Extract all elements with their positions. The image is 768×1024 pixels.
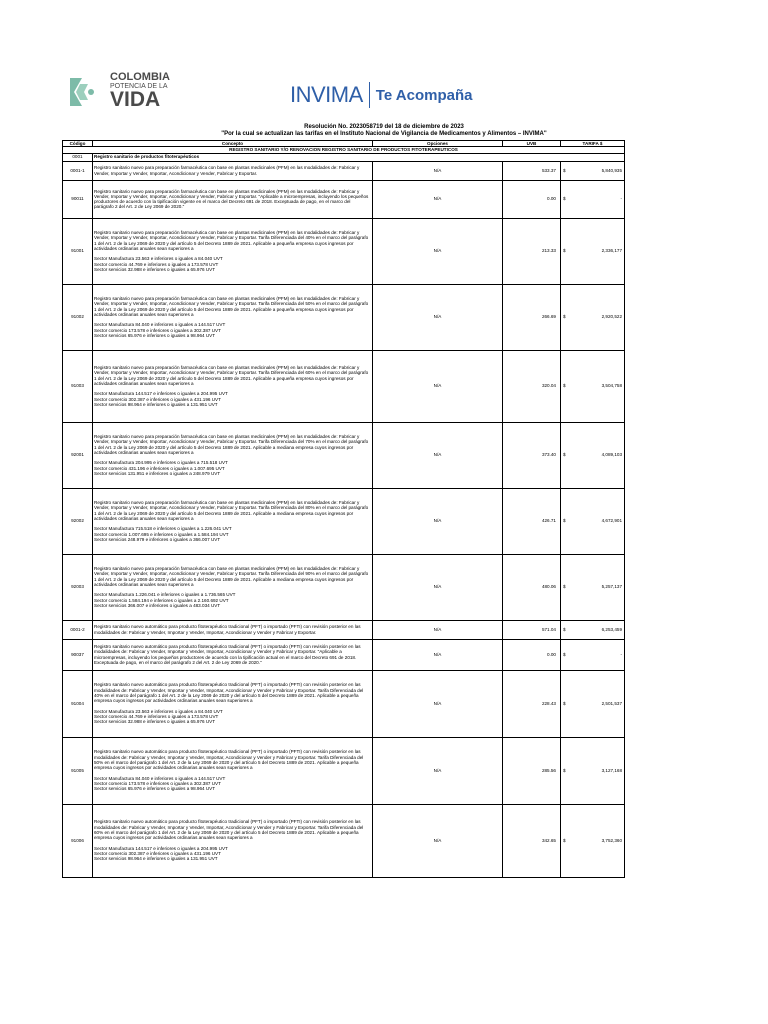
header-tarifa: TARIFA $ bbox=[561, 141, 625, 147]
colombia-logo-line2: POTENCIA DE LA bbox=[110, 83, 168, 90]
table-row bbox=[63, 488, 625, 554]
row-concept: Registro sanitario nuevo automático para producto fitoterapéutico tradicional (PFT) o importado (PFTI) con revisión posterior en las modalidades de: Fabricar y Vender, Importar y Vender, Importar, Acondicionar y Vender y Fabricar y Exportar. Tarifa Diferenciada del 40% en el marco del parágrafo 1 del Art. 2 de la Ley 2069 de 2020 y del artículo 5 del Decreto 1889 de 2021. Aplicable a pequeña empresa cuyos ingresos por actividades ordinarias anuales sean superiores a Sector Manufactura 23.563 e inferiores o iguales a 84.040 UVT Sector comercio 44.769 e inferiores o iguales a 173.578 UVT Sector servicios 32.988 e inferiores o iguales a 65.976 UVT bbox=[93, 670, 373, 737]
row-concept: Registro sanitario nuevo para preparación farmacéutica con base en plantas medicinales (PFM) en las modalidades de: Fabricar y Vender, Importar y Vender, Importar, Acondicionar y Vender, Fabricar y Exportar. "Aplicable a microempresas, incluyendo los pequeños productores de acuerdo con la tipificación vigente en el marco del Decreto 691 de 2018. Exceptuada de pago, en el marco del parágrafo 2 del Art. 2 de Ley 2069 de 2020." bbox=[93, 180, 373, 218]
colombia-logo-line1: COLOMBIA bbox=[110, 71, 170, 83]
row-uvb: 480.06 bbox=[503, 554, 561, 620]
row-tarifa-cell bbox=[561, 180, 625, 218]
row-option: N/A bbox=[373, 180, 503, 218]
table-row bbox=[63, 737, 625, 804]
row-tarifa: 3,127,168 bbox=[601, 767, 622, 773]
group-label: Registro sanitario de productos fitoterapéuticos bbox=[93, 153, 625, 161]
row-code: 0001-2 bbox=[63, 620, 93, 639]
currency-symbol: $ bbox=[563, 167, 566, 173]
row-tarifa: 5,840,935 bbox=[601, 167, 622, 173]
row-tarifa-cell bbox=[561, 218, 625, 284]
row-tarifa: 5,257,137 bbox=[601, 584, 622, 590]
row-tarifa-cell bbox=[561, 284, 625, 350]
header-uvb: UVB bbox=[503, 141, 561, 147]
currency-symbol: $ bbox=[563, 248, 566, 254]
row-tarifa-cell bbox=[561, 804, 625, 877]
table-row bbox=[63, 620, 625, 639]
row-code: 91005 bbox=[63, 737, 93, 804]
row-concept: Registro sanitario nuevo para preparación farmacéutica con base en plantas medicinales (PFM) en las modalidades de: Fabricar y Vender, Importar y Vender, Importar, Acondicionar y Vender, Fabricar y Exportar. Tarifa Diferenciada del 50% en el marco del parágrafo 1 del Art. 2 de la Ley 2069 de 2020 y del artículo 5 del Decreto 1889 de 2021. Aplicable a pequeña empresa cuyos ingresos por actividades ordinarias anuales sean superiores a Sector Manufactura 84.040 e inferiores o iguales a 144.517 UVT Sector comercio 173.578 e inferiores o iguales a 302.387 UVT Sector servicios 65.976 e inferiores o iguales a 98.964 UVT bbox=[93, 284, 373, 350]
row-code: 91004 bbox=[63, 670, 93, 737]
row-concept: Registro sanitario nuevo para preparación farmacéutica con base en plantas medicinales (PFM) en las modalidades de: Fabricar y Vender, Importar y Vender, Importar, Acondicionar y Vender, Fabricar y Exportar. Tarifa Diferenciada del 80% en el marco del parágrafo 1 del Art. 2 de la Ley 2069 de 2020 y del artículo 5 del Decreto 1889 de 2021. Aplicable a mediana empresa cuyos ingresos por actividades ordinarias anuales sean superiores a Sector Manufactura 715.518 e inferiores o iguales a 1.226.041 UVT Sector comercio 1.007.695 e inferiores o iguales a 1.584.194 UVT Sector servicios 248.979 e inferiores o iguales a 366.007 UVT bbox=[93, 488, 373, 554]
row-concept: Registro sanitario nuevo para preparación farmacéutica con base en plantas medicinales (PFM) en las modalidades de: Fabricar y Vender, Importar y Vender, Importar, Acondicionar y Vender, Fabricar y Exportar. Tarifa Diferenciada del 90% en el marco del parágrafo 1 del Art. 2 de la Ley 2069 de 2020 y del artículo 5 del Decreto 1889 de 2021. Aplicable a mediana empresa cuyos ingresos por actividades ordinarias anuales sean superiores a Sector Manufactura 1.226.041 e inferiores o iguales a 1.736.565 UVT Sector comercio 1.584.194 e inferiores o iguales a 2.160.692 UVT Sector servicios 366.007 e inferiores o iguales a 483.034 UVT bbox=[93, 554, 373, 620]
table-row bbox=[63, 180, 625, 218]
row-option: N/A bbox=[373, 218, 503, 284]
row-uvb: 320.04 bbox=[503, 350, 561, 422]
row-concept: Registro sanitario nuevo automático para producto fitoterapéutico tradicional (PFT) o importado (PFTI) con revisión posterior en las modalidades de: Fabricar y Vender, Importar y Vender, Importar, Acondicionar y Vender y Fabricar y Exportar. "Aplicable a microempresas, incluyendo los pequeños productores de acuerdo con la tipificación actual en el marco del Decreto 691 de 2018. Exceptuada de pago, en el marco del parágrafo 2 del Art. 2 de Ley 2069 de 2020." bbox=[93, 639, 373, 670]
colombia-emblem-icon bbox=[66, 74, 96, 110]
row-code: 90011 bbox=[63, 180, 93, 218]
currency-symbol: $ bbox=[563, 626, 566, 632]
table-row bbox=[63, 804, 625, 877]
group-code: 0001 bbox=[63, 153, 93, 161]
row-tarifa-cell bbox=[561, 670, 625, 737]
row-tarifa: 2,501,537 bbox=[601, 700, 622, 706]
table-row bbox=[63, 422, 625, 488]
row-tarifa-cell bbox=[561, 488, 625, 554]
row-uvb: 0.00 bbox=[503, 180, 561, 218]
row-tarifa: 3,752,360 bbox=[601, 837, 622, 843]
row-uvb: 228.43 bbox=[503, 670, 561, 737]
row-tarifa: 2,920,522 bbox=[601, 314, 622, 320]
row-uvb: 571.04 bbox=[503, 620, 561, 639]
invima-wordmark: INVIMA bbox=[290, 82, 363, 107]
currency-symbol: $ bbox=[563, 767, 566, 773]
section-title: REGISTRO SANITARIO Y/O RENOVACION REGISTRO SANITARIO DE PRODUCTOS FITOTERAPEUTICOS bbox=[63, 147, 625, 153]
table-row bbox=[63, 639, 625, 670]
row-tarifa: 3,504,758 bbox=[601, 383, 622, 389]
row-concept: Registro sanitario nuevo automático para producto fitoterapéutico tradicional (PFT) o importado (PFTI) con revisión posterior en las modalidades de: Fabricar y Vender, Importar y Vender, Importar, Acondicionar y Vender y Fabricar y Exportar. bbox=[93, 620, 373, 639]
group-row bbox=[63, 153, 625, 161]
row-option: N/A bbox=[373, 350, 503, 422]
resolution-subtitle: "Por la cual se actualizan las tarifas en el Instituto Nacional de Vigilancia de Medicamentos y Alimentos – INVIMA" bbox=[221, 131, 547, 137]
row-code: 92001 bbox=[63, 422, 93, 488]
row-code: 91002 bbox=[63, 284, 93, 350]
row-code: 92003 bbox=[63, 554, 93, 620]
header-codigo: Código bbox=[63, 141, 93, 147]
row-uvb: 285.56 bbox=[503, 737, 561, 804]
row-tarifa: 4,089,103 bbox=[601, 452, 622, 458]
currency-symbol: $ bbox=[563, 383, 566, 389]
row-option: N/A bbox=[373, 422, 503, 488]
row-concept: Registro sanitario nuevo para preparación farmacéutica con base en plantas medicinales (PFM) en las modalidades de: Fabricar y Vender, Importar y Vender, Importar, Acondicionar y Vender, Fabricar y Exportar. Tarifa Diferenciada del 70% en el marco del parágrafo 1 del Art. 2 de la Ley 2069 de 2020 y del artículo 5 del Decreto 1889 de 2021. Aplicable a mediana empresa cuyos ingresos por actividades ordinarias anuales sean superiores a Sector Manufactura 204.995 e inferiores o iguales a 715.518 UVT Sector comercio 431.196 e inferiores o iguales a 1.007.695 UVT Sector servicios 131.951 e inferiores o iguales a 248.979 UVT bbox=[93, 422, 373, 488]
row-tarifa-cell bbox=[561, 350, 625, 422]
row-uvb: 0.00 bbox=[503, 639, 561, 670]
row-option: N/A bbox=[373, 488, 503, 554]
row-tarifa-cell bbox=[561, 422, 625, 488]
row-tarifa: - bbox=[620, 651, 622, 657]
row-concept: Registro sanitario nuevo automático para producto fitoterapéutico tradicional (PFT) o importado (PFTI) con revisión posterior en las modalidades de: Fabricar y Vender, Importar y Vender, Importar, Acondicionar y Vender y Fabricar y Exportar. Tarifa Diferenciada del 60% en el marco del parágrafo 1 del Art. 2 de la Ley 2069 de 2020 y del artículo 5 del Decreto 1889 de 2021. Aplicable a pequeña empresa cuyos ingresos por actividades ordinarias anuales sean superiores a Sector Manufactura 144.517 e inferiores o iguales a 204.995 UVT Sector comercio 302.387 e inferiores o iguales a 431.196 UVT Sector servicios 98.964 e inferiores o iguales a 131.951 UVT bbox=[93, 804, 373, 877]
row-uvb: 213.33 bbox=[503, 218, 561, 284]
resolution-title: Resolución No. 2023058719 del 18 de diciembre de 2023 bbox=[304, 124, 464, 130]
row-uvb: 426.71 bbox=[503, 488, 561, 554]
row-tarifa: 2,336,177 bbox=[601, 248, 622, 254]
row-uvb: 342.65 bbox=[503, 804, 561, 877]
header-opciones: Opciones bbox=[373, 141, 503, 147]
row-tarifa: 6,253,459 bbox=[601, 626, 622, 632]
row-option: N/A bbox=[373, 161, 503, 180]
row-option: N/A bbox=[373, 737, 503, 804]
currency-symbol: $ bbox=[563, 584, 566, 590]
row-tarifa: 4,672,901 bbox=[601, 518, 622, 524]
row-code: 91006 bbox=[63, 804, 93, 877]
row-concept: Registro sanitario nuevo automático para producto fitoterapéutico tradicional (PFT) o importado (PFTI) con revisión posterior en las modalidades de: Fabricar y Vender, Importar y Vender, Importar, Acondicionar y Vender y Fabricar y Exportar. Tarifa Diferenciada del 50% en el marco del parágrafo 1 del Art. 2 de la Ley 2069 de 2020 y del artículo 5 del Decreto 1889 de 2021. Aplicable a pequeña empresa cuyos ingresos por actividades ordinarias anuales sean superiores a Sector Manufactura 84.040 e inferiores o iguales a 144.517 UVT Sector comercio 173.578 e inferiores o iguales a 302.387 UVT Sector servicios 65.976 e inferiores o iguales a 98.964 UVT bbox=[93, 737, 373, 804]
row-code: 0001-1 bbox=[63, 161, 93, 180]
currency-symbol: $ bbox=[563, 196, 566, 202]
row-option: N/A bbox=[373, 804, 503, 877]
table-row bbox=[63, 218, 625, 284]
tariff-table bbox=[62, 140, 625, 878]
table-row bbox=[63, 350, 625, 422]
currency-symbol: $ bbox=[563, 518, 566, 524]
logo-divider bbox=[369, 82, 370, 108]
row-code: 91001 bbox=[63, 218, 93, 284]
row-code: 90037 bbox=[63, 639, 93, 670]
row-option: N/A bbox=[373, 284, 503, 350]
row-option: N/A bbox=[373, 639, 503, 670]
row-uvb: 533.37 bbox=[503, 161, 561, 180]
row-uvb: 373.40 bbox=[503, 422, 561, 488]
row-option: N/A bbox=[373, 554, 503, 620]
row-tarifa-cell bbox=[561, 737, 625, 804]
row-uvb: 266.69 bbox=[503, 284, 561, 350]
colombia-logo-line3: VIDA bbox=[110, 88, 161, 111]
currency-symbol: $ bbox=[563, 651, 566, 657]
row-option: N/A bbox=[373, 670, 503, 737]
table-row bbox=[63, 554, 625, 620]
row-tarifa-cell bbox=[561, 620, 625, 639]
row-concept: Registro sanitario nuevo para preparación farmacéutica con base en plantas medicinales (PFM) en las modalidades de: Fabricar y Vender, Importar y Vender, Importar, Acondicionar y Vender, Fabricar y Exportar. Tarifa Diferenciada del 40% en el marco del parágrafo 1 del Art. 2 de la Ley 2069 de 2020 y del artículo 5 del Decreto 1889 de 2021. Aplicable a pequeña empresa cuyos ingresos por actividades ordinarias anuales sean superiores a Sector Manufactura 23.563 e inferiores o iguales a 84.040 UVT Sector comercio 44.769 e inferiores o iguales a 173.578 UVT Sector servicios 32.988 e inferiores o iguales a 65.976 UVT bbox=[93, 218, 373, 284]
currency-symbol: $ bbox=[563, 700, 566, 706]
row-code: 91003 bbox=[63, 350, 93, 422]
row-tarifa-cell bbox=[561, 639, 625, 670]
row-tarifa-cell bbox=[561, 554, 625, 620]
row-tarifa: - bbox=[620, 196, 622, 202]
table-row bbox=[63, 670, 625, 737]
currency-symbol: $ bbox=[563, 314, 566, 320]
row-option: N/A bbox=[373, 620, 503, 639]
table-row bbox=[63, 161, 625, 180]
currency-symbol: $ bbox=[563, 837, 566, 843]
row-code: 92002 bbox=[63, 488, 93, 554]
row-concept: Registro sanitario nuevo para preparación farmacéutica con base en plantas medicinales (PFM) en las modalidades de: Fabricar y Vender, Importar y Vender, Importar, Acondicionar y Vender, Fabricar y Exportar. Tarifa Diferenciada del 60% en el marco del parágrafo 1 del Art. 2 de la Ley 2069 de 2020 y del artículo 5 del Decreto 1889 de 2021. Aplicable a pequeña empresa cuyos ingresos por actividades ordinarias anuales sean superiores a Sector Manufactura 144.517 e inferiores o iguales a 204.995 UVT Sector comercio 302.387 e inferiores o iguales a 431.196 UVT Sector servicios 98.964 e inferiores o iguales a 131.951 UVT bbox=[93, 350, 373, 422]
header-concepto: Concepto bbox=[93, 141, 373, 147]
table-row bbox=[63, 284, 625, 350]
colombia-potencia-logo bbox=[66, 72, 176, 112]
row-tarifa-cell bbox=[561, 161, 625, 180]
currency-symbol: $ bbox=[563, 452, 566, 458]
invima-tagline: Te Acompaña bbox=[375, 86, 473, 104]
row-concept: Registro sanitario nuevo para preparación farmacéutica con base en plantas medicinales (PFM) en las modalidades de: Fabricar y Vender, Importar y Vender, Importar, Acondicionar y Vender, Fabricar y Exportar. bbox=[93, 161, 373, 180]
invima-logo bbox=[290, 80, 472, 110]
